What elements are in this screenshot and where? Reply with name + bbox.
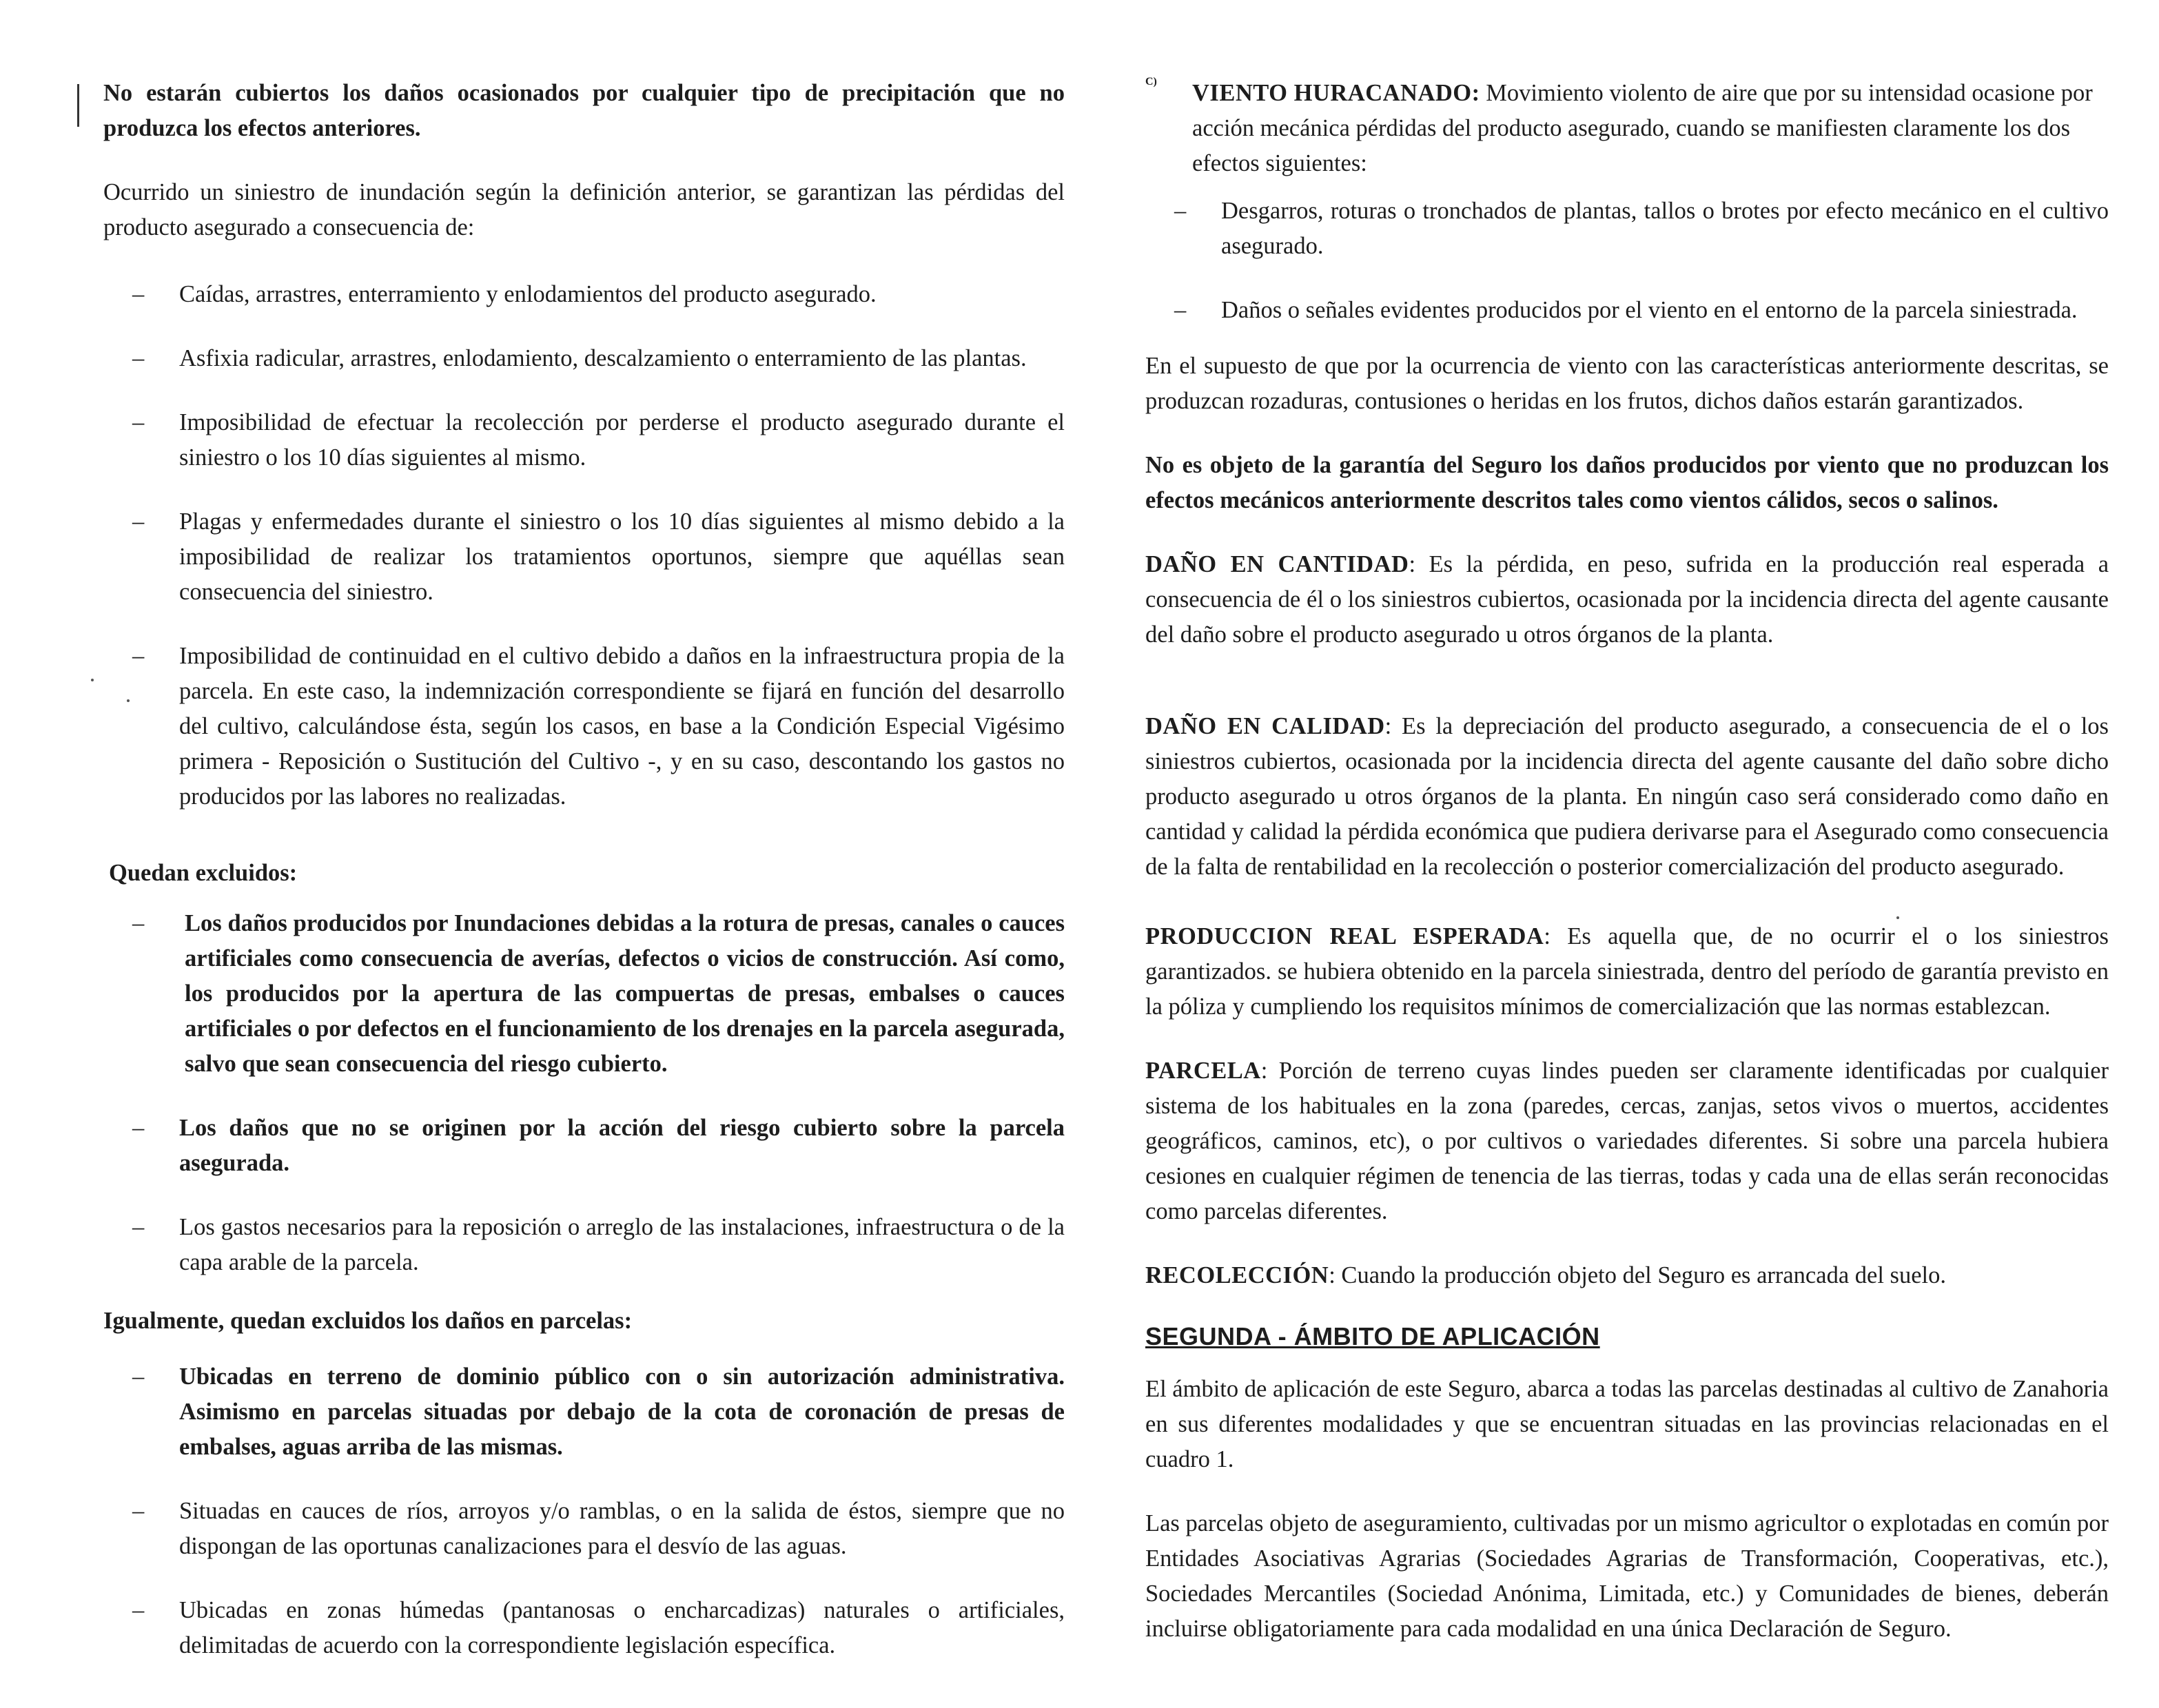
ambito-paragraph: El ámbito de aplicación de este Seguro, abarca a todas las parcelas destinadas al cultivo de Zanahoria en sus diferentes modalidades y que se encuentran situadas en las provincias relacionadas en el cuadro 1. — [1145, 1376, 2109, 1472]
item-letter: C) — [1145, 76, 1157, 88]
margin-change-bar — [77, 84, 79, 127]
scan-speck — [91, 679, 94, 681]
list-item: – Situadas en cauces de ríos, arroyos y/o ramblas, o en la salida de éstos, siempre que no dispongan de las oportunas canalizaciones para el desvío de las aguas. — [132, 1498, 1065, 1559]
list-item: – Asfixia radicular, arrastres, enlodamiento, descalzamiento o enterramiento de las plantas. — [132, 345, 1027, 371]
dano-calidad-definition: DAÑO EN CALIDAD: Es la depreciación del producto asegurado, a consecuencia de el o los siniestros cubiertos, ocasionada por la incidencia directa del agente causante del daño sobre dicho producto asegurado u otros órganos de la planta. En ningún caso será considerado como daño en cantidad y calidad la pérdida económica que pudiera derivarse para el Asegurado como consecuencia de la falta de rentabilidad en la recolección o posterior comercialización del producto asegurado. — [1145, 713, 2109, 880]
list-item: – Imposibilidad de efectuar la recolección por perderse el producto asegurado durante el siniestro o los 10 días siguientes al mismo. — [132, 409, 1065, 471]
parcel-exclusions-list — [103, 1359, 1065, 1663]
exclusion-note: No estarán cubiertos los daños ocasionados por cualquier tipo de precipitación que no produzca los efectos anteriores. — [103, 80, 1065, 141]
viento-guarantee-paragraph: En el supuesto de que por la ocurrencia de viento con las características anteriormente descritas, se produzcan rozaduras, contusiones o heridas en los frutos, dichos daños estarán garantizados. — [1145, 353, 2109, 414]
viento-huracanado-definition: VIENTO HURACANADO: Movimiento violento de aire que por su intensidad ocasione por acción mecánica pérdidas del producto asegurado, cuando se manifiesten claramente los dos efectos siguientes: — [1192, 80, 2093, 176]
dano-cantidad-definition: DAÑO EN CANTIDAD: Es la pérdida, en peso, sufrida en la producción real esperada a consecuencia de él o los siniestros cubiertos, ocasionada por la incidencia directa del agente causante del daño sobre el producto asegurado u otros órganos de la planta. — [1145, 551, 2109, 648]
exclusions-list — [103, 906, 1065, 1280]
recoleccion-definition: RECOLECCIÓN: Cuando la producción objeto del Seguro es arrancada del suelo. — [1145, 1262, 1946, 1288]
produccion-real-definition: PRODUCCION REAL ESPERADA: Es aquella que, de no ocurrir el o los siniestros garantizados. se hubiera obtenido en la parcela siniestrada, dentro del período de garantía previsto en la póliza y cumpliendo los requisitos mínimos de comercialización que las normas establezcan. — [1145, 923, 2109, 1020]
viento-huracanado-item — [1145, 76, 2109, 181]
parcel-exclusions-heading: Igualmente, quedan excluidos los daños en parcelas: — [103, 1308, 633, 1334]
viento-exclusion-paragraph: No es objeto de la garantía del Seguro los daños producidos por viento que no produzcan los efectos mecánicos anteriormente descritos tales como vientos cálidos, secos o salinos. — [1145, 452, 2109, 513]
list-item: – Ubicadas en zonas húmedas (pantanosas o encharcadizas) naturales o artificiales, delimitadas de acuerdo con la correspondiente legislación específica. — [132, 1597, 1065, 1658]
guarantee-list — [103, 277, 1065, 814]
list-item: – Desgarros, roturas o tronchados de plantas, tallos o brotes por efecto mecánico en el cultivo asegurado. — [1174, 198, 2109, 259]
list-item: – Los daños producidos por Inundaciones debidas a la rotura de presas, canales o cauces artificiales como consecuencia de averías, defectos o vicios de construcción. Así como, los producidos por la apertura de las compuertas de presas, embalses o cauces artificiales o por defectos en el funcionamiento de los drenajes en la parcela asegurada, salvo que sean consecuencia del riesgo cubierto. — [132, 910, 1065, 1077]
list-item: – Los gastos necesarios para la reposición o arreglo de las instalaciones, infraestructura o de la capa arable de la parcela. — [132, 1214, 1065, 1275]
list-item: – Ubicadas en terreno de dominio público con o sin autorización administrativa. Asimismo en parcelas situadas por debajo de la cota de coronación de presas de embalses, aguas arriba de las mismas. — [132, 1364, 1065, 1460]
right-column — [1145, 76, 2109, 1676]
left-column — [103, 76, 1065, 1692]
section-title: SEGUNDA - ÁMBITO DE APLICACIÓN — [1145, 1322, 1600, 1350]
list-item: – Caídas, arrastres, enterramiento y enlodamientos del producto asegurado. — [132, 281, 877, 307]
list-item: – Imposibilidad de continuidad en el cultivo debido a daños en la infraestructura propia de la parcela. En este caso, la indemnización correspondiente se fijará en función del desarrollo del cultivo, calculándose ésta, según los casos, en base a la Condición Especial Vigésimo primera - Reposición o Sustitución del Cultivo -, y en su caso, descontando los gastos no producidos por las labores no realizadas. — [132, 643, 1065, 810]
list-item: – Los daños que no se originen por la acción del riesgo cubierto sobre la parcela asegurada. — [132, 1115, 1065, 1176]
guarantee-intro: Ocurrido un siniestro de inundación según la definición anterior, se garantizan las pérdidas del producto asegurado a consecuencia de: — [103, 179, 1065, 240]
exclusions-heading: Quedan excluidos: — [109, 860, 298, 886]
parcela-definition: PARCELA: Porción de terreno cuyas lindes pueden ser claramente identificadas por cualquier sistema de los habituales en la zona (paredes, cercas, zanjas, setos vivos o muertos, accidentes geográficos, caminos, etc), o por cultivos o variedades diferentes. Si sobre una parcela hubiera cesiones en cualquier régimen de tenencia de las tierras, todas y cada una de ellas serán reconocidas como parcelas diferentes. — [1145, 1058, 2109, 1224]
list-item: – Plagas y enfermedades durante el siniestro o los 10 días siguientes al mismo debido a la imposibilidad de realizar los tratamientos oportunos, siempre que aquéllas sean consecuencia del siniestro. — [132, 508, 1065, 605]
parcelas-paragraph: Las parcelas objeto de aseguramiento, cultivadas por un mismo agricultor o explotadas en común por Entidades Asociativas Agrarias (Sociedades Agrarias de Transformación, Cooperativas, etc.), Sociedades Mercantiles (Sociedad Anónima, Limitada, etc.) y Comunidades de bienes, deberán incluirse obligatoriamente para cada modalidad en una única Declaración de Seguro. — [1145, 1510, 2109, 1642]
list-item: – Daños o señales evidentes producidos por el viento en el entorno de la parcela siniestrada. — [1174, 297, 2078, 323]
viento-effects-list — [1145, 194, 2109, 328]
